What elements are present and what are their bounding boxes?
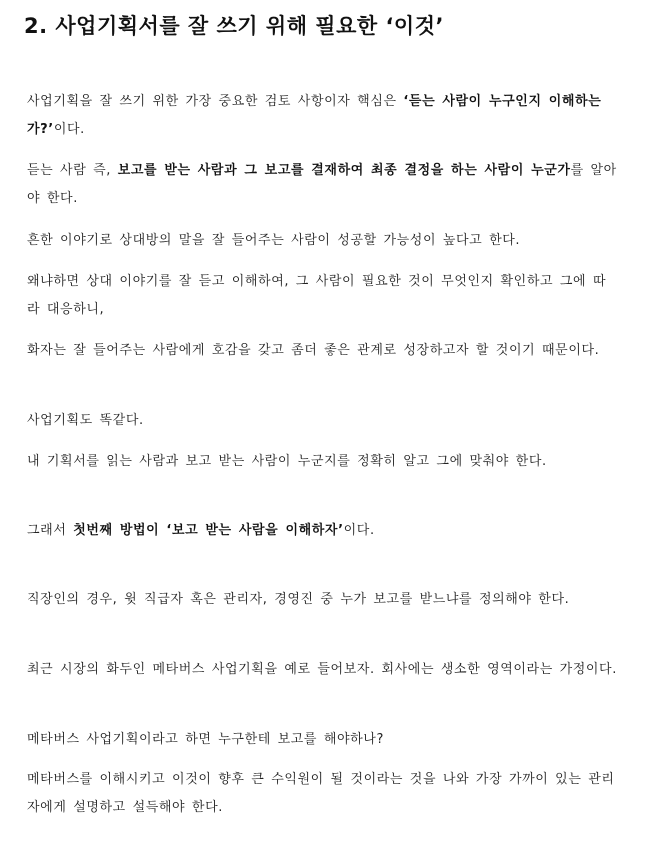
paragraph-same: 사업기획도 똑같다. — [27, 413, 144, 428]
paragraph-common-saying: 흔한 이야기로 상대방의 말을 잘 들어주는 사람이 성공할 가능성이 높다고 한다. — [27, 233, 521, 248]
paragraph-text: 이다. — [53, 122, 85, 137]
paragraph-text: 그래서 — [27, 523, 74, 538]
emphasis-text: 보고를 받는 사람과 그 보고를 결재하여 최종 결정을 하는 사람이 누군가 — [117, 163, 571, 178]
paragraph-first-method — [27, 517, 619, 545]
section-title: 2. 사업기획서를 잘 쓰기 위해 필요한 ‘이것’ — [24, 14, 444, 38]
paragraph-speaker: 화자는 잘 들어주는 사람에게 호감을 갖고 좀더 좋은 관계로 성장하고자 할 것이기 때문이다. — [27, 343, 600, 358]
paragraph-persuade: 메타버스를 이해시키고 이것이 향후 큰 수익원이 될 것이라는 것을 나와 가장 가까이 있는 관리자에게 설명하고 설득해야 한다. — [27, 772, 615, 815]
paragraph-text: 사업기획을 잘 쓰기 위한 가장 중요한 검토 사항이자 핵심은 — [27, 94, 404, 109]
paragraph-text: 듣는 사람 즉, — [27, 163, 118, 178]
paragraph-metaverse-example: 최근 시장의 화두인 메타버스 사업기획을 예로 들어보자. 회사에는 생소한 영역이라는 가정이다. — [27, 662, 617, 677]
paragraph-reader: 내 기획서를 읽는 사람과 보고 받는 사람이 누군지를 정확히 알고 그에 맞춰야 한다. — [27, 454, 547, 469]
paragraph-listener — [27, 157, 619, 213]
paragraph-core-question — [27, 88, 619, 144]
paragraph-text: 를 알아야 한다. — [27, 163, 617, 206]
paragraph-workplace: 직장인의 경우, 윗 직급자 혹은 관리자, 경영진 중 누가 보고를 받느냐를 정의해야 한다. — [27, 592, 570, 607]
paragraph-question: 메타버스 사업기획이라고 하면 누구한테 보고를 해야하나? — [27, 732, 384, 747]
paragraph-reason: 왜냐하면 상대 이야기를 잘 듣고 이해하여, 그 사람이 필요한 것이 무엇인지 확인하고 그에 따라 대응하니, — [27, 274, 607, 317]
paragraph-text: 이다. — [343, 523, 375, 538]
emphasis-text: 첫번째 방법이 ‘보고 받는 사람을 이해하자’ — [73, 523, 344, 538]
emphasis-text: ‘듣는 사람이 누구인지 이해하는가?’ — [27, 94, 602, 137]
